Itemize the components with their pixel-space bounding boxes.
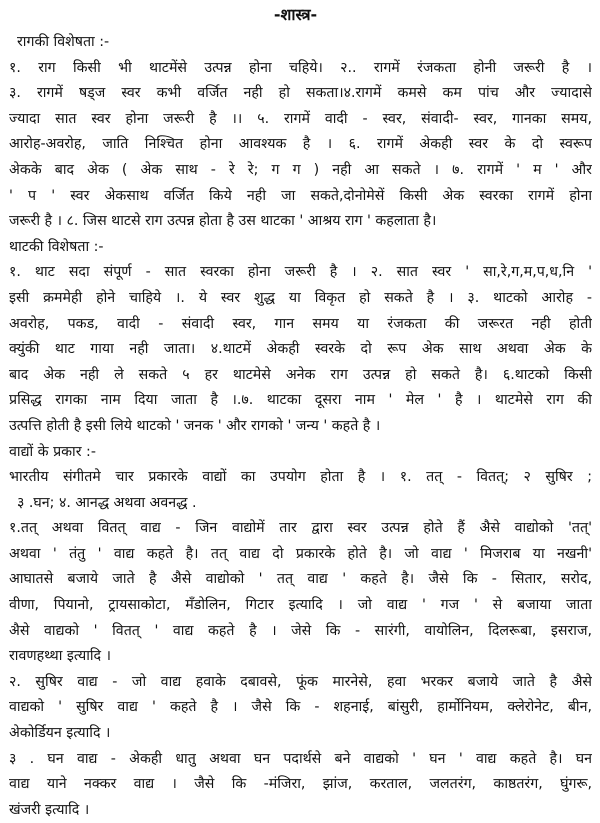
text-line: १. राग किसी भी थाटमेंसे उत्पन्न होना चहिये। २.. रागमें रंजकता होनी जरूरी है । bbox=[9, 59, 592, 76]
text-line: वाद्य याने नक्कर वाद्य । जैसे कि -मंजिरा, झांज, करताल, जलतरंग, काष्ठतरंग, घुंगरू, bbox=[9, 776, 592, 793]
text-line: भारतीय संगीतमे चार प्रकारके वाद्यों का उपयोग होता है । १. तत् - वितत्; २ सुषिर ; bbox=[9, 469, 592, 486]
text-line: वाद्यको ' सुषिर वाद्य ' कहते है । जैसे कि - शहनाई, बांसुरी, हार्मोनियम, क्लेरोनेट, बीन, bbox=[9, 699, 592, 716]
section-heading-thaat: थाटकी विशेषता :- bbox=[9, 238, 104, 255]
text-line: क्युंकी थाट गाया नही जाता। ४.थाटमें अेकही स्वरके दो रूप अेक साथ अथवा अेक के bbox=[9, 341, 592, 358]
text-line: आरोह-अवरोह, जाति निश्चित होना आवश्यक है । ६. रागमें अेकही स्वर के दो स्वरूप bbox=[9, 136, 592, 153]
text-line: अवरोह, पकड, वादी - संवादी स्वर, गान समय या रंजकता की जरूरत नही होती bbox=[9, 315, 592, 332]
section-heading-raag: रागकी विशेषता :- bbox=[17, 34, 110, 50]
text-line: अेकके बाद अेक ( अेक साथ - रे रे; ग ग ) नही आ सकते । ७. रागमें ' म ' और bbox=[9, 161, 592, 178]
text-line: खंजरी इत्यादि । bbox=[9, 801, 90, 818]
text-line: अथवा ' तंतु ' वाद्य कहते है। तत् वाद्य दो प्रकारके होते है। जो वाद्य ' मिजराब या नखनी' bbox=[9, 545, 592, 562]
text-line: १.तत् अथवा वितत् वाद्य - जिन वाद्योमें तार द्वारा स्वर उत्पन्न होते हैं अैसे वाद्योको 'तत्' bbox=[9, 520, 592, 537]
text-line: आघातसे बजाये जाते है अैसे वाद्योको ' तत् वाद्य ' कहते है। जैसे कि - सितार, सरोद, bbox=[9, 571, 592, 588]
text-line: ३ .घन; ४. आनद्ध अथवा अवनद्ध . bbox=[17, 494, 197, 511]
text-line: अेकोर्डियन इत्यादि । bbox=[9, 725, 111, 742]
text-line: बाद अेक नही ले सकते ५ हर थाटमेसे अनेक राग उत्पन्न हो सकते है। ६.थाटको किसी bbox=[9, 366, 592, 383]
text-line: ३. रागमें षड्ज स्वर कभी वर्जित नही हो सकता।४.रागमें कमसे कम पांच और ज्यादासे bbox=[9, 85, 592, 102]
section-heading-vadya: वाद्यों के प्रकार :- bbox=[9, 443, 96, 460]
text-line: ' प ' स्वर अेकसाथ वर्जित किये नही जा सकते,दोनोमेसें किसी अेक स्वरका रागमें होना bbox=[9, 187, 592, 204]
text-line: ३ . घन वाद्य - अेकही धातु अथवा घन पदार्थसे बने वाद्यको ' घन ' वाद्य कहते है। घन bbox=[9, 750, 592, 767]
text-line: उत्पत्ति होती है इसी लिये थाटको ' जनक ' और रागको ' जन्य ' कहते है । bbox=[9, 417, 381, 434]
text-line: अैसे वाद्यको ' वितत् ' वाद्य कहते है । जेसे कि - सारंगी, वायोलिन, दिलरूबा, इसराज, bbox=[9, 622, 592, 639]
text-line: जरूरी है । ८. जिस थाटसे राग उत्पन्न होता है उस थाटका ' आश्रय राग ' कहलाता है। bbox=[9, 213, 437, 230]
text-line: रावणहथ्था इत्यादि । bbox=[9, 648, 111, 665]
text-line: १. थाट सदा संपूर्ण - सात स्वरका होना जरूरी है । २. सात स्वर ' सा,रे,ग,म,प,ध,नि ' bbox=[9, 264, 592, 281]
text-line: इसी क्रममेही होने चाहिये ।. ये स्वर शुद्ध या विकृत हो सकते है । ३. थाटको आरोह - bbox=[9, 289, 592, 306]
text-line: वीणा, पियानो, ट्रायसाकोटा, मॅंडोलिन, गिटार इत्यादि । जो वाद्य ' गज ' से बजाया जाता bbox=[9, 597, 592, 614]
text-line: २. सुषिर वाद्य - जो वाद्य हवाके दबावसे, फूंक मारनेसे, हवा भरकर बजाये जाते है अैसे bbox=[9, 673, 592, 690]
text-line: ज्यादा सात स्वर होना जरूरी है ।। ५. रागमें वादी - स्वर, संवादी- स्वर, गानका समय, bbox=[9, 110, 592, 127]
text-line: प्रसिद्ध रागका नाम दिया जाता है ।.७. थाटका दूसरा नाम ' मेल ' है । थाटमेसे राग की bbox=[9, 392, 592, 409]
page-title: -शास्त्र- bbox=[273, 5, 318, 24]
